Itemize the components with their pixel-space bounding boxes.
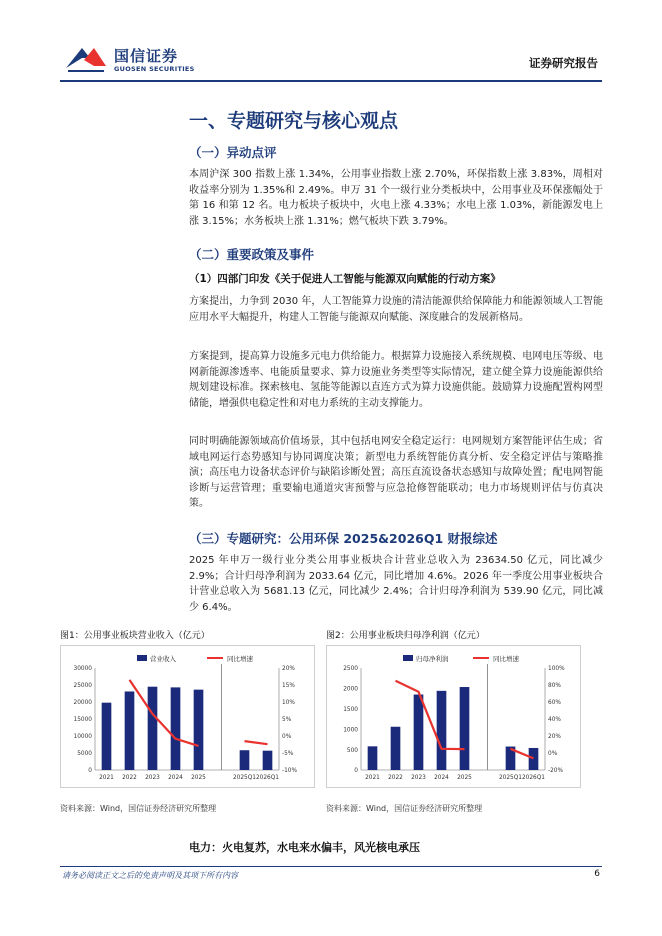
page-number: 6	[594, 869, 600, 879]
figure-2	[326, 628, 581, 788]
header-divider	[60, 80, 602, 82]
policy-paragraph-2: 方案提到，提高算力设施多元电力供给能力。根据算力设施接入系统规模、电网电压等级、电网新能源渗透率、电能质量要求、算力设施业务类型等实际情况，建立健全算力设施能源供给规划建设标准。探索核电、氢能等能源以直连方式为算力设施供能。鼓励算力设施配置构网型储能，增强供电稳定性和对电力系统的主动支撑能力。	[189, 351, 603, 409]
bar-2023	[148, 687, 158, 770]
company-logo	[64, 44, 194, 78]
section-1-paragraph: 本周沪深 300 指数上涨 1.34%，公用事业指数上涨 2.70%，环保指数上涨 3.83%，周相对收益率分别为 1.35%和 2.49%。申万 31 个一级行业分类板块中，公用事业及环保涨幅处于第 16 和第 12 名。电力板块子板块中，火电上涨 4.33%；水电上涨 1.03%，新能源发电上涨 3.15%；水务板块上涨 1.31%；燃气板块下跌 3.79%。	[189, 169, 603, 227]
footer-divider	[60, 866, 602, 867]
y-tick-right-label: 10%	[282, 700, 295, 707]
x-tick-label: 2025	[191, 775, 206, 781]
figure-2-source: 资料来源：Wind，国信证券经济研究所整理	[326, 804, 483, 813]
x-tick-label: 2026Q1	[255, 775, 280, 781]
y-tick-left-label: 2000	[343, 686, 358, 693]
logo-text-cn: 国信证券	[114, 47, 179, 65]
x-tick-label: 2021	[99, 775, 114, 781]
section-3-paragraph: 2025 年申万一级行业分类公用事业板块合计营业总收入为 23634.50 亿元，同比减少 2.9%；合计归母净利润为 2033.64 亿元，同比增加 4.6%。2026 年一季度公用事业板块合计营业总收入为 5681.13 亿元，同比减少 2.4%；合计归母净利润为 539.90 亿元，同比减少 6.4%。	[189, 555, 603, 613]
bar-2022	[391, 727, 401, 770]
growth-rate-line	[245, 741, 268, 744]
y-tick-right-label: 0%	[282, 734, 292, 741]
x-tick-label: 2021	[365, 775, 380, 781]
legend-bar-swatch	[137, 655, 147, 661]
y-tick-right-label: 40%	[548, 717, 561, 724]
x-tick-label: 2023	[145, 775, 160, 781]
bar-2025	[194, 690, 204, 770]
legend-bar-swatch	[403, 655, 413, 661]
y-tick-right-label: 60%	[548, 700, 561, 707]
figure-2-chart-frame	[326, 645, 581, 788]
policy-paragraph-1: 方案提出，力争到 2030 年，人工智能算力设施的清洁能源供给保障能力和能源领域人工智能应用水平大幅提升，构建人工智能与能源双向赋能、深度融合的发展新格局。	[189, 296, 603, 323]
growth-rate-line	[396, 681, 465, 749]
bar-2021	[102, 703, 112, 770]
policy-subheading: （1）四部门印发《关于促进人工智能与能源双向赋能的行动方案》	[189, 273, 501, 285]
policy-paragraph-3: 同时明确能源领域高价值场景，其中包括电网安全稳定运行：电网规划方案智能评估生成；省域电网运行态势感知与协同调度决策；新型电力系统智能仿真分析、安全稳定评估与策略推演；高压电力设备状态评价与缺陷诊断处置；高压直流设备状态感知与故障处置；配电网智能诊断与运营管理；重要输电通道灾害预警与应急抢修智能联动；电力市场规则评估与仿真决策。	[189, 436, 603, 509]
y-tick-left-label: 5000	[77, 751, 92, 758]
legend-line-label: 同比增速	[493, 655, 519, 663]
y-tick-left-label: 0	[354, 768, 358, 775]
y-tick-left-label: 10000	[73, 734, 92, 741]
y-tick-right-label: 100%	[548, 666, 565, 673]
figure-1	[60, 628, 315, 788]
bar-2025Q1	[240, 750, 250, 770]
x-tick-label: 2025Q1	[498, 775, 523, 781]
y-tick-right-label: 15%	[282, 683, 295, 690]
y-tick-left-label: 1500	[343, 707, 358, 713]
y-tick-left-label: 20000	[73, 700, 92, 707]
x-tick-label: 2022	[122, 775, 137, 781]
net-profit-chart	[327, 646, 582, 789]
bar-2023	[414, 695, 424, 770]
y-tick-right-label: -20%	[548, 768, 563, 775]
y-tick-left-label: 0	[88, 768, 92, 775]
x-tick-label: 2026Q1	[521, 775, 546, 781]
y-tick-right-label: 20%	[282, 666, 295, 673]
section-heading-2: （二）重要政策及事件	[189, 247, 315, 262]
logo-text-en: GUOSEN SECURITIES	[114, 65, 195, 73]
figure-1-title: 图1：公用事业板块营业收入（亿元）	[60, 631, 210, 641]
bar-2021	[368, 746, 378, 770]
section-heading-1: （一）异动点评	[189, 145, 277, 160]
bar-2022	[125, 691, 135, 770]
x-tick-label: 2024	[168, 775, 183, 781]
bar-2026Q1	[529, 748, 539, 770]
legend-bar-label: 归母净利润	[416, 655, 449, 663]
figure-2-title: 图2：公用事业板块归母净利润（亿元）	[326, 631, 485, 641]
legend-bar-label: 营业收入	[150, 655, 176, 663]
bar-2025	[460, 687, 470, 770]
section-heading-3: （三）专题研究：公用环保 2025&2026Q1 财报综述	[189, 531, 498, 546]
x-tick-label: 2025	[457, 775, 472, 781]
y-tick-left-label: 500	[346, 747, 358, 754]
x-tick-label: 2023	[411, 775, 426, 781]
report-type-label: 证券研究报告	[529, 56, 598, 70]
y-tick-right-label: 80%	[548, 683, 561, 690]
footer-disclaimer: 请务必阅读正文之后的免责声明及其项下所有内容	[62, 871, 238, 880]
bar-2024	[437, 691, 447, 770]
bar-2026Q1	[263, 751, 273, 770]
y-tick-left-label: 30000	[73, 666, 92, 673]
bar-2024	[171, 687, 181, 770]
y-tick-right-label: 0%	[548, 751, 558, 758]
logo-mark-icon	[64, 44, 108, 74]
x-tick-label: 2024	[434, 775, 449, 781]
y-tick-right-label: 5%	[282, 717, 292, 724]
figure-1-chart-frame	[60, 645, 315, 788]
x-tick-label: 2025Q1	[232, 775, 257, 781]
y-tick-left-label: 25000	[73, 683, 92, 690]
power-subheading: 电力：火电复苏，水电来水偏丰，风光核电承压	[189, 841, 420, 854]
y-tick-right-label: 20%	[548, 734, 561, 741]
legend-line-label: 同比增速	[227, 655, 253, 663]
x-tick-label: 2022	[388, 775, 403, 781]
page-title: 一、专题研究与核心观点	[189, 110, 399, 132]
y-tick-right-label: -5%	[282, 751, 294, 758]
y-tick-left-label: 2500	[343, 666, 358, 673]
revenue-chart	[61, 646, 316, 789]
figure-1-source: 资料来源：Wind，国信证券经济研究所整理	[60, 804, 217, 813]
growth-rate-line	[130, 680, 199, 746]
y-tick-right-label: -10%	[282, 768, 297, 775]
page-header	[0, 0, 662, 82]
y-tick-left-label: 15000	[73, 717, 92, 724]
y-tick-left-label: 1000	[343, 727, 358, 734]
